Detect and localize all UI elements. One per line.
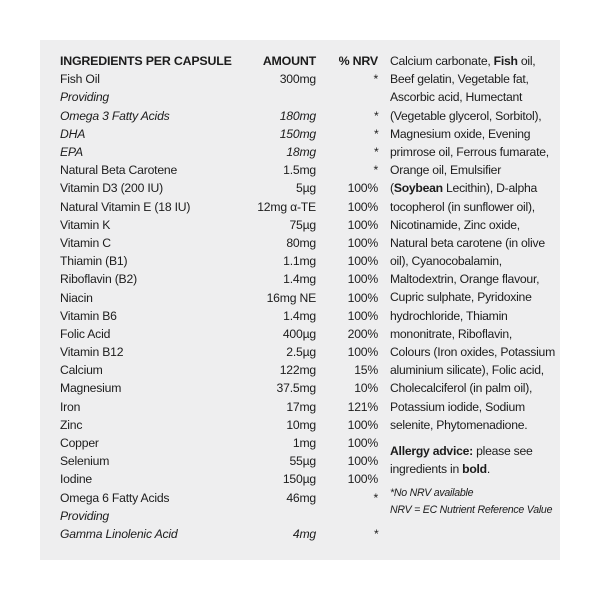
bold-text: Soybean	[393, 181, 443, 196]
text-segment: Natural beta carotene (in olive	[390, 235, 545, 250]
text-segment: Orange oil, Emulsifier	[390, 163, 502, 178]
ingredients-line	[390, 416, 558, 434]
ingredients-line	[390, 307, 558, 325]
ingredient-amount: 18mg	[286, 145, 316, 160]
table-row	[60, 234, 378, 252]
ingredient-amount: 150mg	[279, 126, 316, 141]
ingredients-line	[390, 198, 558, 216]
allergy-line	[390, 460, 558, 478]
ingredient-nrv: 100%	[347, 272, 378, 287]
text-segment: hydrochloride, Thiamin	[390, 308, 508, 323]
ingredients-line	[390, 107, 558, 125]
table-row	[60, 507, 378, 525]
ingredients-line	[390, 325, 558, 343]
text-segment: primrose oil, Ferrous fumarate,	[390, 144, 549, 159]
ingredient-nrv: *	[373, 490, 378, 505]
ingredient-amount: 10mg	[286, 417, 316, 432]
ingredient-amount: 1.1mg	[283, 254, 316, 269]
ingredients-line	[390, 143, 558, 161]
ingredient-name: Copper	[60, 436, 99, 451]
ingredient-nrv: 100%	[347, 290, 378, 305]
ingredient-amount: 2.5µg	[286, 345, 316, 360]
table-row	[60, 143, 378, 161]
text-segment: Magnesium oxide, Evening	[390, 126, 531, 141]
ingredient-name: Vitamin D3 (200 IU)	[60, 181, 163, 196]
ingredient-nrv: 100%	[347, 181, 378, 196]
table-row	[60, 179, 378, 197]
table-row	[60, 452, 378, 470]
ingredient-name: Natural Vitamin E (18 IU)	[60, 199, 191, 214]
header-nrv: % NRV	[338, 54, 378, 69]
ingredient-amount: 122mg	[279, 363, 316, 378]
ingredient-name: Providing	[60, 90, 110, 105]
table-row	[60, 416, 378, 434]
ingredient-nrv: *	[373, 126, 378, 141]
ingredients-line	[390, 125, 558, 143]
bold-text: Fish	[493, 54, 518, 68]
ingredient-nrv: 200%	[347, 326, 378, 341]
table-row	[60, 307, 378, 325]
table-row	[60, 379, 378, 397]
text-segment: oil,	[517, 54, 536, 68]
ingredients-line	[390, 270, 558, 288]
table-row	[60, 270, 378, 288]
ingredient-nrv: 10%	[354, 381, 378, 396]
ingredient-amount: 17mg	[286, 399, 316, 414]
ingredient-nrv: 100%	[347, 217, 378, 232]
ingredient-nrv: 100%	[347, 454, 378, 469]
table-row	[60, 525, 378, 543]
ingredient-nrv: *	[373, 72, 378, 87]
header-amount: AMOUNT	[262, 54, 316, 69]
ingredient-amount: 1.5mg	[283, 163, 316, 178]
bold-text: bold	[462, 462, 487, 477]
ingredients-list	[390, 52, 558, 434]
ingredient-nrv: 100%	[347, 235, 378, 250]
table-row	[60, 198, 378, 216]
ingredients-line	[390, 361, 558, 379]
text-segment: tocopherol (in sunflower oil),	[390, 199, 535, 214]
text-segment: Maltodextrin, Orange flavour,	[390, 272, 540, 287]
table-row	[60, 161, 378, 179]
ingredient-amount: 400µg	[282, 326, 316, 341]
text-segment: Colours (Iron oxides, Potassium	[390, 345, 555, 359]
ingredients-column	[390, 52, 558, 519]
ingredients-line	[390, 179, 558, 197]
ingredient-nrv: *	[373, 145, 378, 160]
ingredient-nrv: *	[373, 108, 378, 123]
ingredient-name: Gamma Linolenic Acid	[60, 526, 178, 541]
ingredient-amount: 150µg	[282, 472, 316, 487]
table-row	[60, 470, 378, 488]
ingredient-name: Calcium	[60, 363, 103, 378]
ingredient-nrv: 15%	[354, 363, 378, 378]
ingredient-amount: 55µg	[289, 454, 316, 469]
ingredient-amount: 1.4mg	[283, 272, 316, 287]
ingredient-name: DHA	[60, 126, 86, 141]
ingredients-line	[390, 252, 558, 270]
ingredient-nrv: *	[373, 526, 378, 541]
ingredient-name: Riboflavin (B2)	[60, 272, 137, 287]
table-row	[60, 216, 378, 234]
ingredient-name: Fish Oil	[60, 72, 100, 87]
table-row	[60, 252, 378, 270]
ingredients-line	[390, 52, 558, 70]
table-header-row	[60, 52, 378, 70]
table-row	[60, 398, 378, 416]
table-row	[60, 125, 378, 143]
ingredient-name: Vitamin C	[60, 235, 111, 250]
text-segment: Cupric sulphate, Pyridoxine	[390, 290, 532, 305]
text-segment: (Vegetable glycerol, Sorbitol),	[390, 108, 542, 123]
allergy-line	[390, 442, 558, 460]
table-row	[60, 88, 378, 106]
ingredient-amount: 75µg	[289, 217, 316, 232]
table-row	[60, 489, 378, 507]
ingredient-name: Thiamin (B1)	[60, 254, 128, 269]
ingredients-line	[390, 234, 558, 252]
table-row	[60, 288, 378, 306]
ingredients-line	[390, 379, 558, 397]
ingredient-nrv: 100%	[347, 345, 378, 360]
text-segment: (	[390, 181, 394, 196]
ingredient-name: Niacin	[60, 290, 93, 305]
ingredient-nrv: 100%	[347, 436, 378, 451]
ingredient-name: Zinc	[60, 417, 83, 432]
text-segment: aluminium silicate), Folic acid,	[390, 363, 544, 378]
ingredient-name: Vitamin B12	[60, 345, 124, 360]
text-segment: Nicotinamide, Zinc oxide,	[390, 217, 520, 232]
header-ingredient: INGREDIENTS PER CAPSULE	[60, 54, 232, 69]
table-row	[60, 325, 378, 343]
ingredients-line	[390, 216, 558, 234]
text-segment: oil), Cyanocobalamin,	[390, 254, 502, 269]
ingredient-nrv: 100%	[347, 199, 378, 214]
ingredient-name: Folic Acid	[60, 326, 111, 341]
ingredient-name: Providing	[60, 508, 110, 523]
ingredient-nrv: 100%	[347, 417, 378, 432]
ingredient-name: Magnesium	[60, 381, 122, 396]
text-segment: .	[486, 462, 491, 477]
text-segment: mononitrate, Riboflavin,	[390, 326, 513, 341]
ingredient-amount: 37.5mg	[276, 381, 316, 396]
ingredient-name: Natural Beta Carotene	[60, 163, 178, 178]
ingredient-name: Iodine	[60, 472, 93, 487]
ingredient-amount: 46mg	[286, 490, 316, 505]
ingredient-amount: 1.4mg	[283, 308, 316, 323]
bold-text: Allergy advice:	[390, 443, 473, 458]
text-segment: Cholecalciferol (in palm oil),	[390, 381, 533, 396]
ingredient-nrv: 100%	[347, 472, 378, 487]
ingredient-amount: 4mg	[292, 526, 316, 541]
ingredient-amount: 300mg	[279, 72, 316, 87]
ingredients-line	[390, 343, 558, 361]
ingredient-nrv: 100%	[347, 308, 378, 323]
ingredient-amount: 5µg	[296, 181, 316, 196]
table-row	[60, 434, 378, 452]
ingredient-name: Omega 3 Fatty Acids	[60, 108, 170, 123]
text-segment: Calcium carbonate,	[390, 54, 494, 68]
table-row	[60, 107, 378, 125]
ingredient-amount: 1mg	[292, 436, 316, 451]
nutrition-table	[60, 52, 378, 543]
text-segment: Lecithin), D-alpha	[442, 181, 538, 196]
ingredient-name: Iron	[60, 399, 81, 414]
ingredient-amount: 180mg	[279, 108, 316, 123]
table-row	[60, 70, 378, 88]
ingredients-line	[390, 398, 558, 416]
ingredient-amount: 80mg	[286, 235, 316, 250]
table-body	[60, 70, 378, 543]
ingredient-name: Vitamin K	[60, 217, 111, 232]
supplement-facts-panel	[40, 40, 560, 560]
ingredient-name: Selenium	[60, 454, 110, 469]
text-segment: selenite, Phytomenadione.	[390, 417, 528, 432]
ingredient-nrv: *	[373, 163, 378, 178]
text-segment: Potassium iodide, Sodium	[390, 399, 525, 414]
ingredients-line	[390, 70, 558, 88]
ingredient-name: EPA	[60, 145, 83, 160]
ingredient-name: Omega 6 Fatty Acids	[60, 490, 170, 505]
ingredient-nrv: 100%	[347, 254, 378, 269]
ingredients-line	[390, 288, 558, 306]
ingredients-line	[390, 88, 558, 106]
table-row	[60, 343, 378, 361]
text-segment: Ascorbic acid, Humectant	[390, 90, 523, 105]
ingredient-nrv: 121%	[347, 399, 378, 414]
ingredient-name: Vitamin B6	[60, 308, 117, 323]
table-row	[60, 361, 378, 379]
ingredient-amount: 12mg α-TE	[257, 199, 316, 214]
text-segment: please see	[472, 443, 533, 458]
ingredient-amount: 16mg NE	[266, 290, 316, 305]
text-segment: ingredients in	[390, 462, 463, 477]
no-nrv-note: *No NRV available	[390, 487, 474, 500]
nrv-definition-note: NRV = EC Nutrient Reference Value	[390, 504, 553, 517]
ingredients-line	[390, 161, 558, 179]
allergy-advice	[390, 442, 558, 478]
text-segment: Beef gelatin, Vegetable fat,	[390, 72, 529, 87]
